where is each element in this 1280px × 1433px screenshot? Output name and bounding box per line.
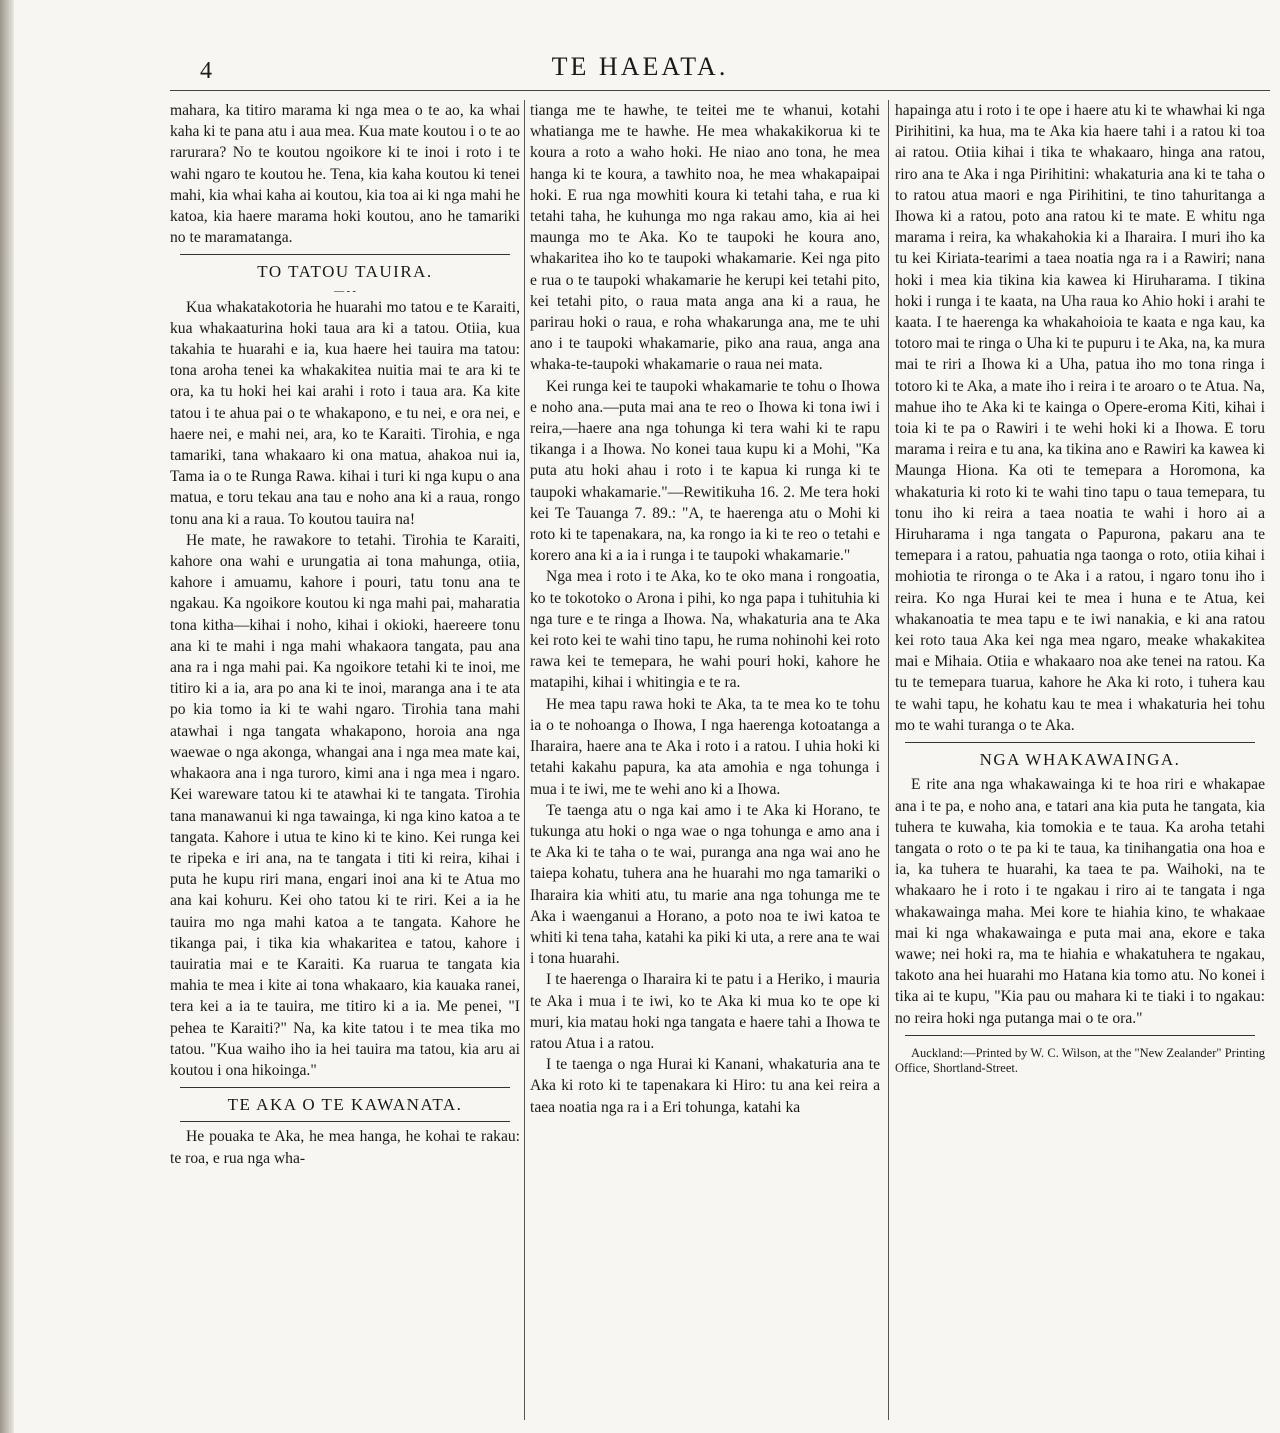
article-paragraph: E rite ana nga whakawainga ki te hoa riri e whakapae ana i te pa, e noho ana, e tatari ana kia puta he tangata, kia tuhera te kuwaha, kia tomokia e te taua. Ka aroha tetahi tangata o roto o te pa ki te taua, ka tinihangatia ona hoa e ia, ka tuhera te huarahi, ka taea te pa. Waihoki, na te whakaaro he i roto i te ngakau i riro ai te tangata i nga whakawainga maha. Mei kore te hiahia kino, te whakaae mai ki nga whakawainga e puta mai ana, ekore e taka wawe; nei hoki ra, ma te hiahia e whakatuhera te ngakau, takoto ana hei huarahi mo Hatana kia tomo atu. No konei i tika ai te kupu, "Kia pau ou mahara ki te tiaki i to ngakau: no reira hoki nga putanga mai o te ora." <box>895 776 1265 1027</box>
article-paragraph: He mate, he rawakore to tetahi. Tirohia te Karaiti, kahore ona wahi e urungatia ai tona mahunga, otiia, kahore i amuamu, kahore i pouri, tatu tonu ana te ngakau. Ka ngoikore koutou ki nga mahi pai, maharatia tona kitha—kihai i noho, kihai i okioki, haereere tonu ana ki te mahi i nga mahi whakaora tangata, pau ana ana ra i nga mahi pai. Ka ngoikore tetahi ki te inoi, me titiro ki a ia, ara po ana ki te inoi, maranga ana i te ata po kia tomo ia ki te wahi ngaro. Tirohia tana mahi atawhai i nga tangata whakapono, horoia ana nga waewae o nga akonga, whangai ana i nga mea mate kai, whakaora ana i nga turoro, kimi ana i nga mea i ngaro. Kei wareware tatou ki te atawhai ki te tangata. Tirohia tana manawanui ki nga tawainga, ki nga kino katoa a te tangata. Kahore i utua te kino ki te kino. Kei runga kei te ripeka e iri ana, na te tangata i titi ki reira, kihai i puta he kupu riri mana, engari inoi ana ki te Atua mo ana kai kohuru. Kei oho tatou ki te riri. Kei a ia he tauira mo nga mahi katoa a te tangata. Kahore he tikanga pai, i tika kia whakaritea e tatou, kahore i tauiratia mai e te Karaiti. Ka ruarua te tangata kia mahia te mea i kite ai tona whakaaro, kia kauaka ranei, tera kei a ia te tauira, me titiro ki a ia. Me penei, "I pehea te Karaiti?" Na, ka kite tatou i te mea tika mo tatou. "Kua waiho iho ia hei tauira ma tatou, kia aru ai koutou i ona hikoinga." <box>170 531 520 1079</box>
article-paragraph: He mea tapu rawa hoki te Aka, ta te mea ko te tohu ia o te nohoanga o Ihowa, I nga haerenga kotoatanga a Iharaira, haere ana te Aka i roto i a ratou. I uhia hoki ki tetahi kakahu papura, ka ata amohia e nga tohunga i mua i te iwi, me te wehi ano ki a Ihowa. <box>530 695 880 798</box>
article-heading-nga-whakawainga: NGA WHAKAWAINGA. <box>979 750 1181 770</box>
heading-ornament: — - - <box>334 285 356 297</box>
masthead-title: TE HAEATA. <box>551 52 729 81</box>
section-rule <box>905 742 1255 743</box>
column-3 <box>895 100 1265 1076</box>
article-paragraph: Kei runga kei te taupoki whakamarie te tohu o Ihowa e noho ana.—puta mai ana te reo o Ihowa ki tona iwi i reira,—haere ana nga tohunga ki tera wahi ki te rapu tikanga i a Ihowa. No konei taua kupu ki a Mohi, "Ka puta atu hoki ahau i roto i te kapua ki runga ki te taupoki whakamarie."—Rewitikuha 16. 2. Me tera hoki kei Te Tauanga 7. 89.: "A, te haerenga atu o Mohi ki roto ki te tapenakara, na, ka rongo ia ki te reo o tetahi e korero ana ki a ia i runga i te taupoki whakamarie." <box>530 377 880 565</box>
article-heading-to-tatou-tauira: TO TATOU TAUIRA. <box>257 262 433 282</box>
column-1 <box>170 100 520 1169</box>
article-paragraph: I te haerenga o Iharaira ki te patu i a Heriko, i mauria te Aka i mua i te iwi, ko te Aka ki mua ko te ope ki muri, kia matau hoki nga tangata e haere tahi a Ihowa te ratou Atua i a ratou. <box>530 971 880 1052</box>
article-paragraph: Nga mea i roto i te Aka, ko te oko mana i rongoatia, ko te tokotoko o Arona i pihi, ko nga papa i tuhituhia ki nga ture e te ringa a Ihowa. Na, whakaturia ana te Aka kei roto kei te wahi tino tapu, he ruma nohinohi kei roto rawa kei te temepara, he wahi pouri hoki, kahore he matapihi, kihai i whitingia e te ra. <box>530 568 880 692</box>
paragraph-continued: mahara, ka titiro marama ki nga mea o te ao, ka whai kaha ki te pana atu i aua mea. Kua mate koutou i o te ao rarurara? No te koutou ngoikore ki te inoi i roto i te wahi ngaro te koutou he. Tena, kia kaha koutou ki tenei mahi, kia whai kaha ai koutou, kia toa ai ki nga mahi he katoa, kia haere marama hoki koutou, ano he tamariki no te maramatanga. <box>170 102 520 247</box>
page-header <box>0 44 1280 90</box>
article-paragraph: tianga me te hawhe, te teitei me te whanui, kotahi whatianga me te hawhe. He mea whakakikorua ki te koura a roto a waho hoki. He niao ano tona, he mea hanga ki te koura, a tawhito noa, he mea whakapaipai hoki. E rua nga mowhiti koura ki tetahi taha, e rua ki tetahi taha, he kuhunga mo nga rakau amo, kia ai hei maunga mo te Aka. Ko te taupoki he koura ano, whakaritea iho ko te taupoki whakamarie. Kei nga pito e rua o te taupoki whakamarie he kerupi kei tetahi pito, kei tetahi pito, o raua mata anga ana ki a raua, he parirau hoki o raua, e roha whakarunga ana, me te uhi ano i te taupoki whakamarie, piko ana raua, anga ana whaka-te-taupoki whakamarie o raua nei mata. <box>530 102 880 374</box>
column-2 <box>530 100 880 1118</box>
column-divider-1 <box>524 100 525 1420</box>
article-paragraph: He pouaka te Aka, he mea hanga, he kohai te rakau: te roa, e rua nga wha- <box>170 1128 520 1167</box>
article-paragraph: Te taenga atu o nga kai amo i te Aka ki Horano, te tukunga atu hoki o nga wae o nga tohunga e amo ana i te Aka ki te taha o te wai, puranga ana nga wai ano he taiepa kohatu, tuhera ana he huarahi mo nga tamariki o Iharaira kia whiti atu, tu marie ana nga tohunga me te Aka i waenganui a Horano, a poto noa te iwi katoa te whiti ki tena taha, katahi ka piki ki uta, a rere ana te wai i tona huarahi. <box>530 801 880 968</box>
page-binding-edge <box>0 0 14 1433</box>
section-rule <box>180 254 510 255</box>
page-number: 4 <box>200 58 212 84</box>
article-paragraph: I te taenga o nga Hurai ki Kanani, whakaturia ana te Aka ki roto ki te tapenakara ki Hiro: tu ana kei reira a taea noatia nga ra i a Eri tohunga, katahi ka <box>530 1056 880 1116</box>
column-divider-2 <box>888 100 889 1420</box>
article-paragraph: hapainga atu i roto i te ope i haere atu ki te whawhai ki nga Pirihitini, ka hua, ma te Aka kia haere tahi i a ratou ki toa ai ratou. Otiia kihai i tika te whakaaro, hinga ana ratou, riro ana te Aka i nga Pirihitini: whakaturia ana ki te taha o to ratou atua maori e nga Pirihitini, te tino tahuritanga a Ihowa ki a ratou, poto ana ratou ki te mate. E whitu nga marama i reira, ka whakahokia ki a Iharaira. I muri iho ka tu kei Kiriata-tearimi a taea noatia nga ra i a Rawiri; nana hoki i mea kia tikina kia kawea ki Hiruharama. I tikina hoki i runga i te kaata, na Uha raua ko Ahio hoki i arahi te kaata. I te haerenga ka whakahoioia te kaata e nga kau, ka totoro mai te ringa o Uha ki te pupuru i te Aka, na, ka mura mai te riri a Ihowa ki a Uha, patua iho mo tona ringa i totoro ki te Aka, a mate iho i reira i te aroaro o te Atua. Na, mahue iho te Aka ki te kainga o Opere-eroma Kiti, kihai i toia ki te pa o Rawiri i te wehi hoki ki a Ihowa. E toru marama i reira e tu ana, ka tikina ano e Rawiri ka kawea ki Maunga Hiona. Ka oti te temepara a Horomona, ka whakaturia ki roto ki te wahi tino tapu o taua temepara, tu tonu iho ki reira a taea noatia te wahi i horo ai a Hiruharama i nga tangata o Papurona, pakaru ana te temepara i a ratou, pahuatia nga taonga o roto, otiia kihai i mohiotia te rironga o te Aka i a ratou, i ngaro tonu iho i reira. Ko nga Hurai kei te mea i huna e te Atua, kei whakanoatia te mea tapu e te iwi nanakia, e ki ana ratou kei roto taua Aka kei nga mea ngaro, meake whakakitea mai e Mihaia. Otiia e whakaaro noa ake tenei na ratou. Ka tu te temepara tuarua, kahore he Aka ki roto, i tuhera kau te wahi tapu, he kohatu kau te mea i whakaturia hei tohu mo te wahi turanga o te Aka. <box>895 102 1265 734</box>
header-rule <box>170 90 1270 91</box>
printer-imprint: Auckland:—Printed by W. C. Wilson, at the "New Zealander" Printing Office, Shortland-Street. <box>895 1045 1265 1075</box>
section-rule <box>180 1121 510 1122</box>
section-rule <box>905 1035 1255 1036</box>
section-rule <box>180 1087 510 1088</box>
article-paragraph: Kua whakatakotoria he huarahi mo tatou e te Karaiti, kua whakaaturina hoki taua ara ki a tatou. Otiia, kua takahia te huarahi e ia, kua haere hei tauira ma tatou: tona aroha tenei ka whakakitea nuitia mai te ara ki te ora, ka tu hoki hei kai arahi i roto i taua ara. Ka kite tatou i te ahua pai o te whakapono, e tu nei, e ora nei, e haere nei, e mahi nei, ara, ko te Karaiti. Tirohia, e nga tamariki, tana whakaaro ki ona matua, ahakoa nui ia, Tama ia o te Runga Rawa. kihai i turi ki nga kupu o ana matua, e toru tekau ana tau e noho ana ki a raua, rongo tonu ana ki a raua. To koutou tauira na! <box>170 298 520 528</box>
article-heading-te-aka: TE AKA O TE KAWANATA. <box>227 1095 463 1115</box>
